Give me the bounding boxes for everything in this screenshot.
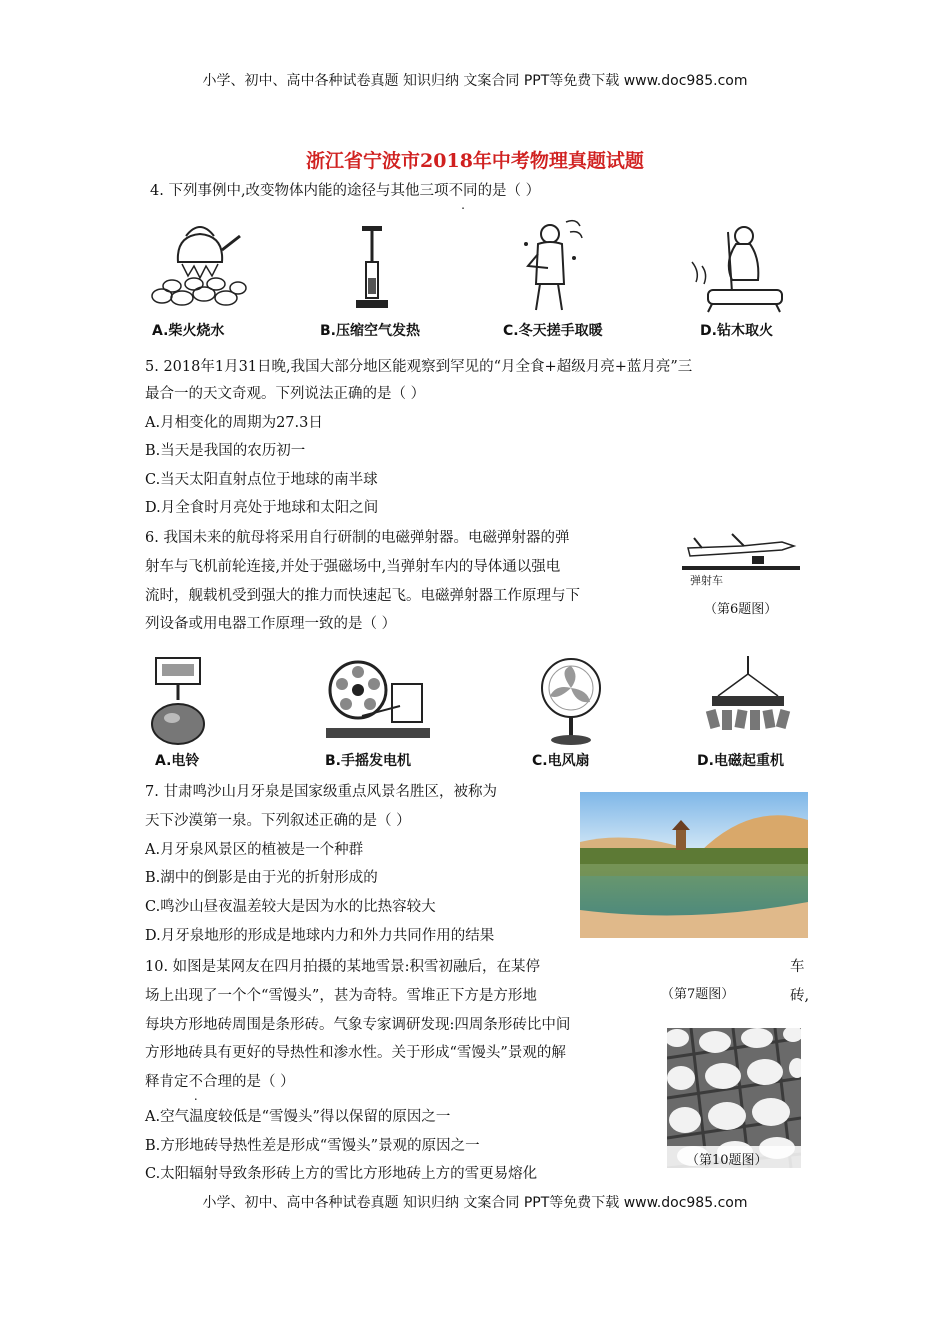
q4-stem-emphasis: 不同	[448, 183, 478, 199]
q10-stem-line2: 场上出现了一个个“雪馒头”，甚为奇特。雪堆正下方是方形地	[145, 988, 537, 1004]
q10-stem-line5	[145, 1072, 295, 1092]
q4-option-d: D.钻木取火	[700, 323, 773, 339]
rubbing-hands-figure	[518, 214, 588, 314]
electric-bell-figure	[148, 654, 208, 746]
drilling-wood-figure	[688, 222, 788, 314]
q5-option-a: A.月相变化的周期为27.3日	[145, 415, 323, 431]
q7-option-a: A.月牙泉风景区的植被是一个种群	[145, 842, 364, 858]
q6-option-d: D.电磁起重机	[697, 753, 784, 769]
q6-figure-caption: （第6题图）	[704, 602, 778, 617]
kettle-fire-figure	[148, 214, 248, 314]
q5-option-c: C.当天太阳直射点位于地球的南半球	[145, 472, 378, 488]
page-header: 小学、初中、高中各种试卷真题 知识归纳 文案合同 PPT等免费下载 www.doc985.com	[202, 73, 748, 89]
q10-stem-line2-tail: 砖,	[790, 988, 810, 1004]
electric-fan-figure	[536, 656, 606, 748]
q4-stem	[150, 181, 540, 201]
snow-bun-photo	[667, 1028, 801, 1168]
air-pump-figure	[352, 222, 392, 314]
q4-option-b: B.压缩空气发热	[320, 323, 420, 339]
q6-option-a: A.电铃	[155, 753, 200, 769]
q6-stem-line4: 列设备或用电器工作原理一致的是（ ）	[145, 616, 397, 632]
q6-option-c: C.电风扇	[532, 753, 590, 769]
q10-stem-line5-text: 释肯定	[145, 1074, 189, 1090]
q5-stem-line1: 5. 2018年1月31日晚,我国大部分地区能观察到罕见的“月全食+超级月亮+蓝月亮”三	[145, 359, 693, 375]
crescent-lake-photo	[580, 792, 808, 938]
q6-stem-line1: 6. 我国未来的航母将采用自行研制的电磁弹射器。电磁弹射器的弹	[145, 530, 570, 546]
q7-stem-line2: 天下沙漠第一泉。下列叙述正确的是（ ）	[145, 813, 411, 829]
q10-stem-line1: 10. 如图是某网友在四月拍摄的某地雪景:积雪初融后，在某停	[145, 959, 541, 975]
q10-stem-line1-tail: 车	[790, 959, 805, 975]
q10-stem-line3: 每块方形地砖周围是条形砖。气象专家调研发现:四周条形砖比中间	[145, 1017, 571, 1033]
q10-option-a: A.空气温度较低是“雪馒头”得以保留的原因之一	[145, 1109, 451, 1125]
q5-option-d: D.月全食时月亮处于地球和太阳之间	[145, 500, 379, 516]
q10-option-b: B.方形地砖导热性差是形成“雪馒头”景观的原因之一	[145, 1138, 480, 1154]
page-footer: 小学、初中、高中各种试卷真题 知识归纳 文案合同 PPT等免费下载 www.doc985.com	[202, 1195, 748, 1211]
q4-option-c: C.冬天搓手取暖	[503, 323, 603, 339]
q6-stem-line3: 流时，舰载机受到强大的推力而快速起飞。电磁弹射器工作原理与下	[145, 588, 580, 604]
q7-option-b: B.湖中的倒影是由于光的折射形成的	[145, 870, 378, 886]
page-title: 浙江省宁波市2018年中考物理真题试题	[306, 150, 644, 172]
q10-stem-emphasis: 不	[188, 1074, 203, 1090]
q7-stem-line1: 7. 甘肃鸣沙山月牙泉是国家级重点风景名胜区，被称为	[145, 784, 497, 800]
q7-option-d: D.月牙泉地形的形成是地球内力和外力共同作用的结果	[145, 928, 495, 944]
q10-option-c: C.太阳辐射导致条形砖上方的雪比方形地砖上方的雪更易熔化	[145, 1166, 538, 1182]
q10-stem-line5-end: 合理的是（ ）	[203, 1074, 295, 1090]
q7-figure-caption: （第7题图）	[661, 987, 735, 1002]
catapult-label: 弹射车	[690, 574, 723, 587]
q7-option-c: C.鸣沙山昼夜温差较大是因为水的比热容较大	[145, 899, 436, 915]
q5-stem-line2: 最合一的天文奇观。下列说法正确的是（ ）	[145, 386, 426, 402]
q6-option-b: B.手摇发电机	[325, 753, 411, 769]
q4-stem-text-end: 的是（ ）	[477, 183, 541, 199]
q10-figure-caption: （第10题图）	[686, 1153, 768, 1168]
q6-stem-line2: 射车与飞机前轮连接,并处于强磁场中,当弹射车内的导体通以强电	[145, 559, 561, 575]
q4-stem-text: 4. 下列事例中,改变物体内能的途径与其他三项	[150, 183, 449, 199]
q4-option-a: A.柴火烧水	[152, 323, 225, 339]
q5-option-b: B.当天是我国的农历初一	[145, 443, 306, 459]
catapult-figure	[682, 528, 800, 596]
electromagnetic-crane-figure	[700, 654, 796, 746]
hand-generator-figure	[322, 654, 432, 746]
q10-stem-line4: 方形地砖具有更好的导热性和渗水性。关于形成“雪馒头”景观的解	[145, 1045, 566, 1061]
